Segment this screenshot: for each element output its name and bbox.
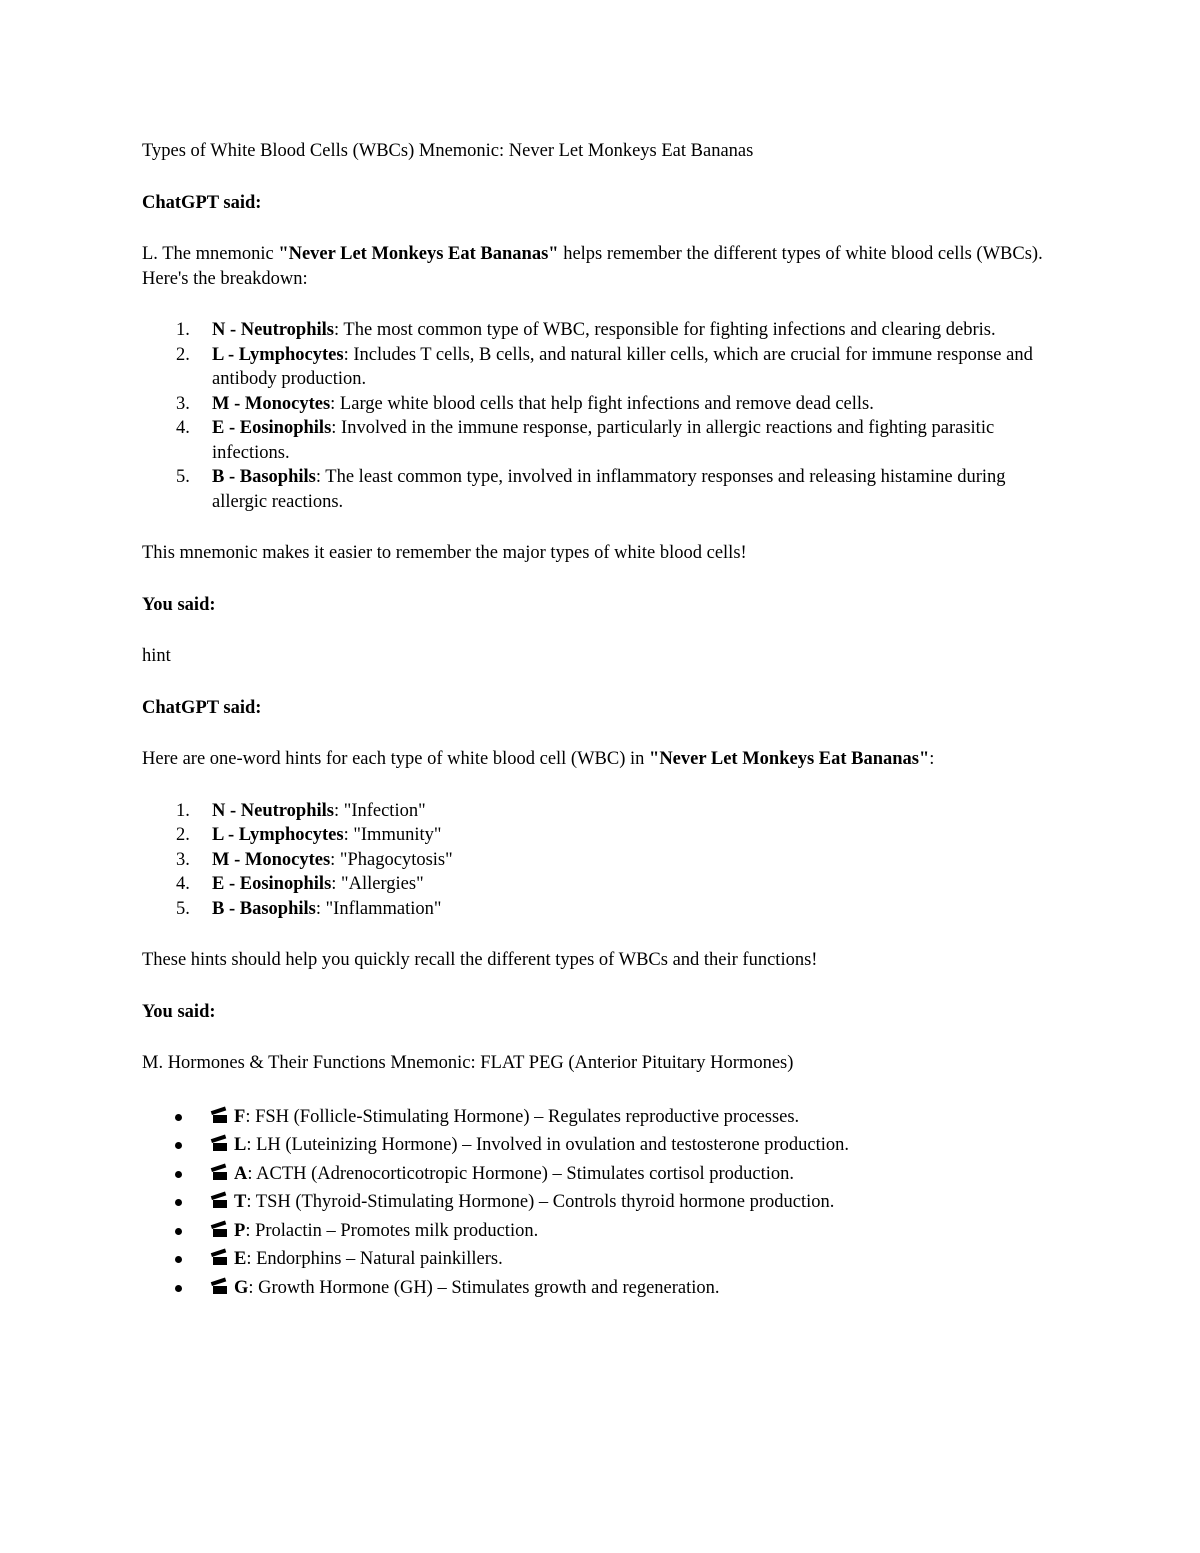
clapper-board-icon (212, 1195, 228, 1208)
bullet-icon (175, 1199, 182, 1206)
item-letter: L (234, 1135, 247, 1155)
list-number: 1. (176, 800, 190, 821)
item-letter: E - (212, 418, 240, 438)
list-item (142, 416, 1062, 465)
item-desc: : ACTH (Adrenocorticotropic Hormone) – Stimulates cortisol production. (247, 1163, 795, 1184)
hormones-title: M. Hormones & Their Functions Mnemonic: FLAT PEG (Anterior Pituitary Hormones) (142, 1053, 794, 1073)
item-name: Neutrophils (240, 320, 334, 340)
item-letter: B - (212, 467, 240, 487)
list-number: 5. (176, 467, 190, 487)
item-desc: : Endorphins – Natural painkillers. (246, 1249, 503, 1269)
list-item (142, 1160, 1062, 1189)
user-message: hint (142, 646, 171, 666)
item-name: Monocytes (244, 849, 331, 870)
hints-intro-prefix: Here are one-word hints for each type of white blood cell (WBC) in (142, 749, 650, 769)
chatgpt-label: ChatGPT said: (142, 192, 262, 213)
hints-intro-mnemonic: "Never Let Monkeys Eat Bananas" (649, 749, 930, 769)
item-letter: N - (212, 800, 241, 821)
list-number: 1. (176, 320, 190, 340)
document-title: Types of White Blood Cells (WBCs) Mnemonic: Never Let Monkeys Eat Bananas (142, 141, 754, 161)
you-said-label: You said: (142, 594, 216, 615)
item-name: Eosinophils (239, 874, 332, 894)
item-letter: F (234, 1106, 246, 1127)
list-number: 4. (176, 418, 190, 438)
list-number: 3. (176, 393, 190, 414)
item-desc: : "Allergies" (331, 874, 424, 894)
item-letter: E - (212, 874, 240, 894)
document-page (142, 139, 1062, 1302)
bullet-icon (175, 1285, 182, 1292)
list-item (142, 465, 1062, 514)
hint-list (142, 799, 1062, 922)
hormone-list (142, 1103, 1062, 1303)
item-desc: : Prolactin – Promotes milk production. (245, 1220, 539, 1241)
clapper-board-icon (212, 1281, 228, 1294)
list-item (142, 799, 1062, 824)
item-letter: N - (212, 320, 241, 340)
item-desc: : "Immunity" (343, 825, 442, 845)
list-item (142, 392, 1062, 417)
item-desc: : FSH (Follicle-Stimulating Hormone) – Regulates reproductive processes. (245, 1106, 800, 1127)
item-name: Eosinophils (239, 418, 332, 438)
item-desc: : Large white blood cells that help fight infections and remove dead cells. (330, 393, 874, 414)
list-item (142, 1217, 1062, 1246)
chatgpt-label: ChatGPT said: (142, 697, 262, 718)
list-number: 2. (176, 825, 190, 845)
wbc-list (142, 318, 1062, 514)
item-letter: P (234, 1220, 246, 1241)
item-desc: : "Inflammation" (315, 898, 442, 919)
list-item (142, 318, 1062, 343)
item-desc: : Involved in the immune response, particularly in allergic reactions and fighting parasitic infections. (212, 418, 995, 463)
list-item (142, 1188, 1062, 1217)
bullet-icon (175, 1228, 182, 1235)
list-number: 3. (176, 849, 190, 870)
list-item (142, 823, 1062, 848)
bullet-icon (175, 1171, 182, 1178)
list-item (142, 1103, 1062, 1132)
list-item (142, 343, 1062, 392)
list-item (142, 1131, 1062, 1160)
item-letter: M - (212, 393, 245, 414)
hints-intro-paragraph (142, 747, 1062, 772)
item-letter: A (234, 1163, 248, 1184)
clapper-board-icon (212, 1167, 228, 1180)
list-number: 5. (176, 898, 190, 919)
list-item (142, 848, 1062, 873)
item-name: Basophils (239, 467, 316, 487)
item-name: Lymphocytes (238, 825, 344, 845)
item-desc: : "Phagocytosis" (330, 849, 453, 870)
hints-intro-suffix: : (929, 749, 935, 769)
list-item (142, 1245, 1062, 1274)
closing-paragraph: This mnemonic makes it easier to remember the major types of white blood cells! (142, 543, 747, 563)
bullet-icon (175, 1142, 182, 1149)
intro-suffix: helps remember the different types of white blood cells (WBCs). Here's the breakdown: (142, 244, 1043, 289)
bullet-icon (175, 1256, 182, 1263)
item-desc: : TSH (Thyroid-Stimulating Hormone) – Controls thyroid hormone production. (246, 1192, 835, 1212)
clapper-board-icon (212, 1224, 228, 1237)
clapper-board-icon (212, 1252, 228, 1265)
item-desc: : The least common type, involved in inflammatory responses and releasing histamine during allergic reactions. (212, 467, 1006, 512)
item-desc: : "Infection" (334, 800, 426, 821)
item-name: Monocytes (244, 393, 331, 414)
clapper-board-icon (212, 1110, 228, 1123)
list-item (142, 1274, 1062, 1303)
item-desc: : Growth Hormone (GH) – Stimulates growth and regeneration. (248, 1277, 720, 1298)
you-said-label: You said: (142, 1001, 216, 1022)
item-letter: B - (212, 898, 240, 919)
list-item (142, 897, 1062, 922)
item-name: Lymphocytes (238, 344, 344, 365)
intro-mnemonic: "Never Let Monkeys Eat Bananas" (278, 244, 559, 264)
intro-paragraph (142, 242, 1062, 291)
item-name: Neutrophils (240, 800, 334, 821)
item-name: Basophils (239, 898, 316, 919)
item-letter: L - (212, 344, 239, 365)
item-desc: : LH (Luteinizing Hormone) – Involved in ovulation and testosterone production. (246, 1135, 850, 1155)
list-number: 2. (176, 344, 190, 365)
item-desc: : Includes T cells, B cells, and natural killer cells, which are crucial for immune response and antibody production. (212, 344, 1033, 389)
clapper-board-icon (212, 1138, 228, 1151)
item-letter: T (234, 1192, 247, 1212)
item-letter: L - (212, 825, 239, 845)
item-desc: : The most common type of WBC, responsible for fighting infections and clearing debris. (334, 320, 996, 340)
item-letter: E (234, 1249, 247, 1269)
intro-prefix: L. The mnemonic (142, 244, 279, 264)
item-letter: M - (212, 849, 245, 870)
list-number: 4. (176, 874, 190, 894)
list-item (142, 872, 1062, 897)
item-letter: G (234, 1277, 249, 1298)
closing-paragraph: These hints should help you quickly recall the different types of WBCs and their functions! (142, 950, 818, 970)
bullet-icon (175, 1114, 182, 1121)
